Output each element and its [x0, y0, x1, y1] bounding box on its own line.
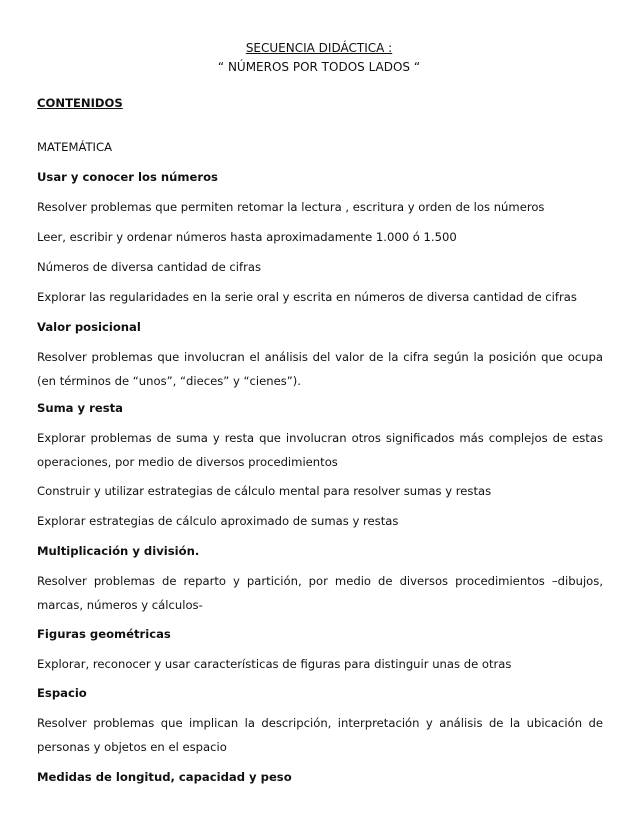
contenidos-heading: CONTENIDOS: [37, 96, 123, 110]
title-line-2: “ NÚMEROS POR TODOS LADOS “: [217, 60, 421, 74]
content-item: Resolver problemas de reparto y partición, por medio de diversos procedimientos –dibujos, marcas, números y cálculos-: [37, 574, 603, 612]
content-item: Leer, escribir y ordenar números hasta aproximadamente 1.000 ó 1.500: [37, 230, 457, 244]
section-heading-multiplicacion: Multiplicación y división.: [37, 544, 200, 558]
section-heading-suma-resta: Suma y resta: [37, 401, 123, 415]
section-heading-espacio: Espacio: [37, 686, 87, 700]
content-item: Explorar estrategias de cálculo aproximado de sumas y restas: [37, 514, 399, 528]
content-item: Explorar problemas de suma y resta que involucran otros significados más complejos de estas operaciones, por medio de diversos procedimientos: [37, 431, 603, 469]
content-item: Números de diversa cantidad de cifras: [37, 260, 261, 274]
content-item: Construir y utilizar estrategias de cálculo mental para resolver sumas y restas: [37, 484, 492, 498]
section-heading-valor-posicional: Valor posicional: [37, 320, 141, 334]
content-item: Resolver problemas que implican la descripción, interpretación y análisis de la ubicación de personas y objetos en el espacio: [37, 716, 603, 754]
title-line-1: SECUENCIA DIDÁCTICA :: [245, 41, 393, 55]
content-item: Resolver problemas que involucran el análisis del valor de la cifra según la posición que ocupa (en términos de “unos”, “dieces” y “cienes”).: [37, 350, 603, 388]
area-label: MATEMÁTICA: [37, 140, 113, 154]
section-heading-medidas: Medidas de longitud, capacidad y peso: [37, 770, 292, 784]
content-item: Explorar las regularidades en la serie oral y escrita en números de diversa cantidad de cifras: [37, 290, 577, 304]
document-title: [0, 39, 638, 77]
content-item: Resolver problemas que permiten retomar la lectura , escritura y orden de los números: [37, 200, 545, 214]
content-item: Explorar, reconocer y usar características de figuras para distinguir unas de otras: [37, 657, 512, 671]
section-heading-figuras: Figuras geométricas: [37, 627, 171, 641]
section-heading-usar-numeros: Usar y conocer los números: [37, 170, 218, 184]
